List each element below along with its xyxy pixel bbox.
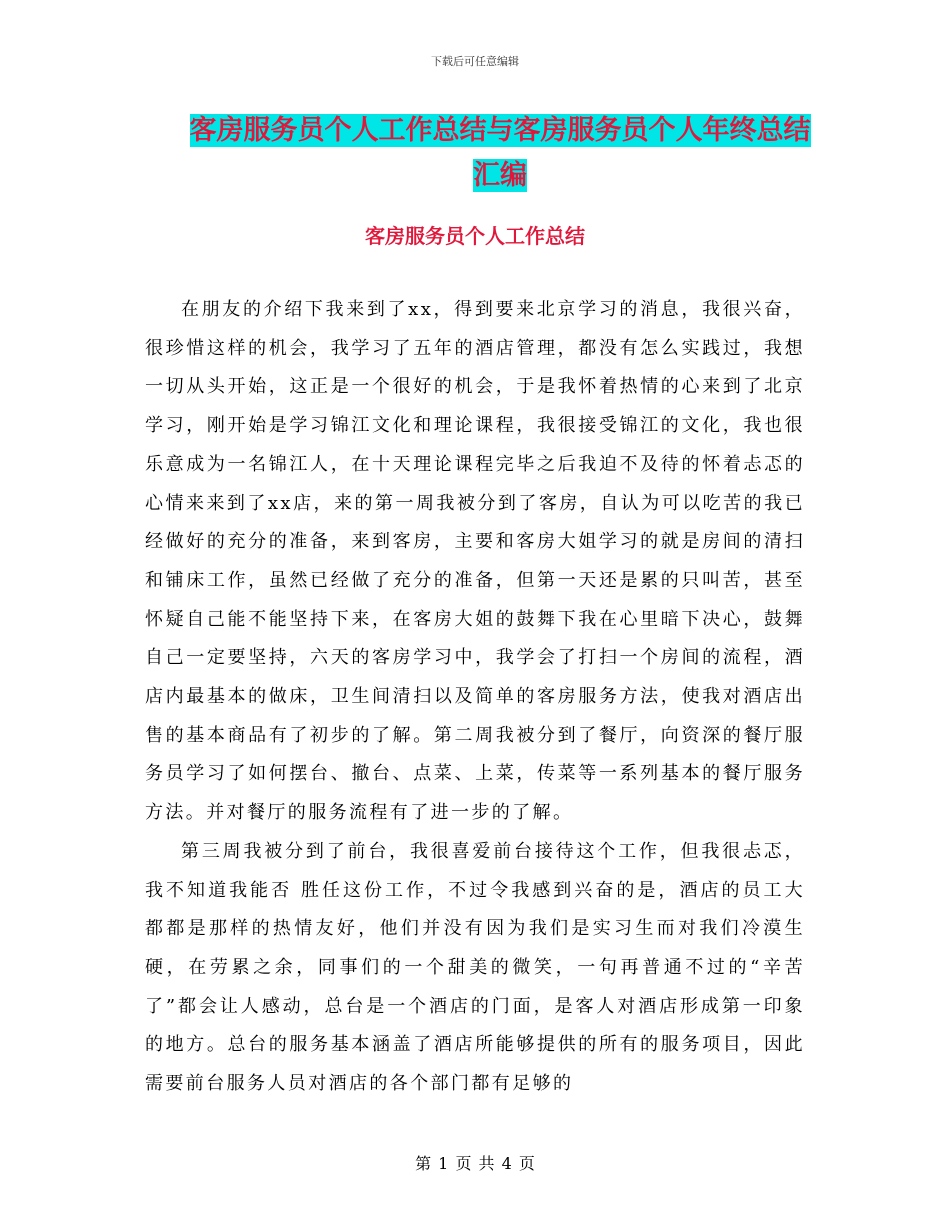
document-body [145,291,805,1104]
header-note: 下载后可任意编辑 [431,55,519,68]
body-paragraph: 第三周我被分到了前台，我很喜爱前台接待这个工作，但我很忐忑，我不知道我能否 胜任这份工作，不过令我感到兴奋的是，酒店的员工大都都是那样的热情友好，他们并没有因为我们是实习生而对我们冷漠生硬，在劳累之余，同事们的一个甜美的微笑，一句再普通不过的“辛苦了”都会让人感动，总台是一个酒店的门面，是客人对酒店形成第一印象的地方。总台的服务基本涵盖了酒店所能够提供的所有的服务项目，因此需要前台服务人员对酒店的各个部门都有足够的 [145,840,805,1095]
title-highlight: 汇编 [473,160,527,191]
title-highlight: 客房服务员个人工作总结与客房服务员个人年终总结 [189,115,811,146]
document-title-line-1 [140,108,860,153]
document-title-line-2 [140,153,860,198]
section-title: 客房服务员个人工作总结 [365,224,585,248]
body-paragraph: 在朋友的介绍下我来到了xx，得到要来北京学习的消息，我很兴奋，很珍惜这样的机会，我学习了五年的酒店管理，都没有怎么实践过，我想一切从头开始，这正是一个很好的机会，于是我怀着热情的心来到了北京学习，刚开始是学习锦江文化和理论课程，我很接受锦江的文化，我也很乐意成为一名锦江人，在十天理论课程完毕之后我迫不及待的怀着忐忑的心情来来到了xx店，来的第一周我被分到了客房，自认为可以吃苦的我已经做好的充分的准备，来到客房，主要和客房大姐学习的就是房间的清扫和铺床工作，虽然已经做了充分的准备，但第一天还是累的只叫苦，甚至怀疑自己能不能坚持下来，在客房大姐的鼓舞下我在心里暗下决心，鼓舞自己一定要坚持，六天的客房学习中，我学会了打扫一个房间的流程，酒店内最基本的做床，卫生间清扫以及简单的客房服务方法，使我对酒店出售的基本商品有了初步的了解。第二周我被分到了餐厅，向资深的餐厅服务员学习了如何摆台、撤台、点菜、上菜，传菜等一系列基本的餐厅服务方法。并对餐厅的服务流程有了进一步的了解。 [145,299,805,824]
page-number: 第 1 页 共 4 页 [415,1154,535,1173]
document-title [140,108,860,198]
